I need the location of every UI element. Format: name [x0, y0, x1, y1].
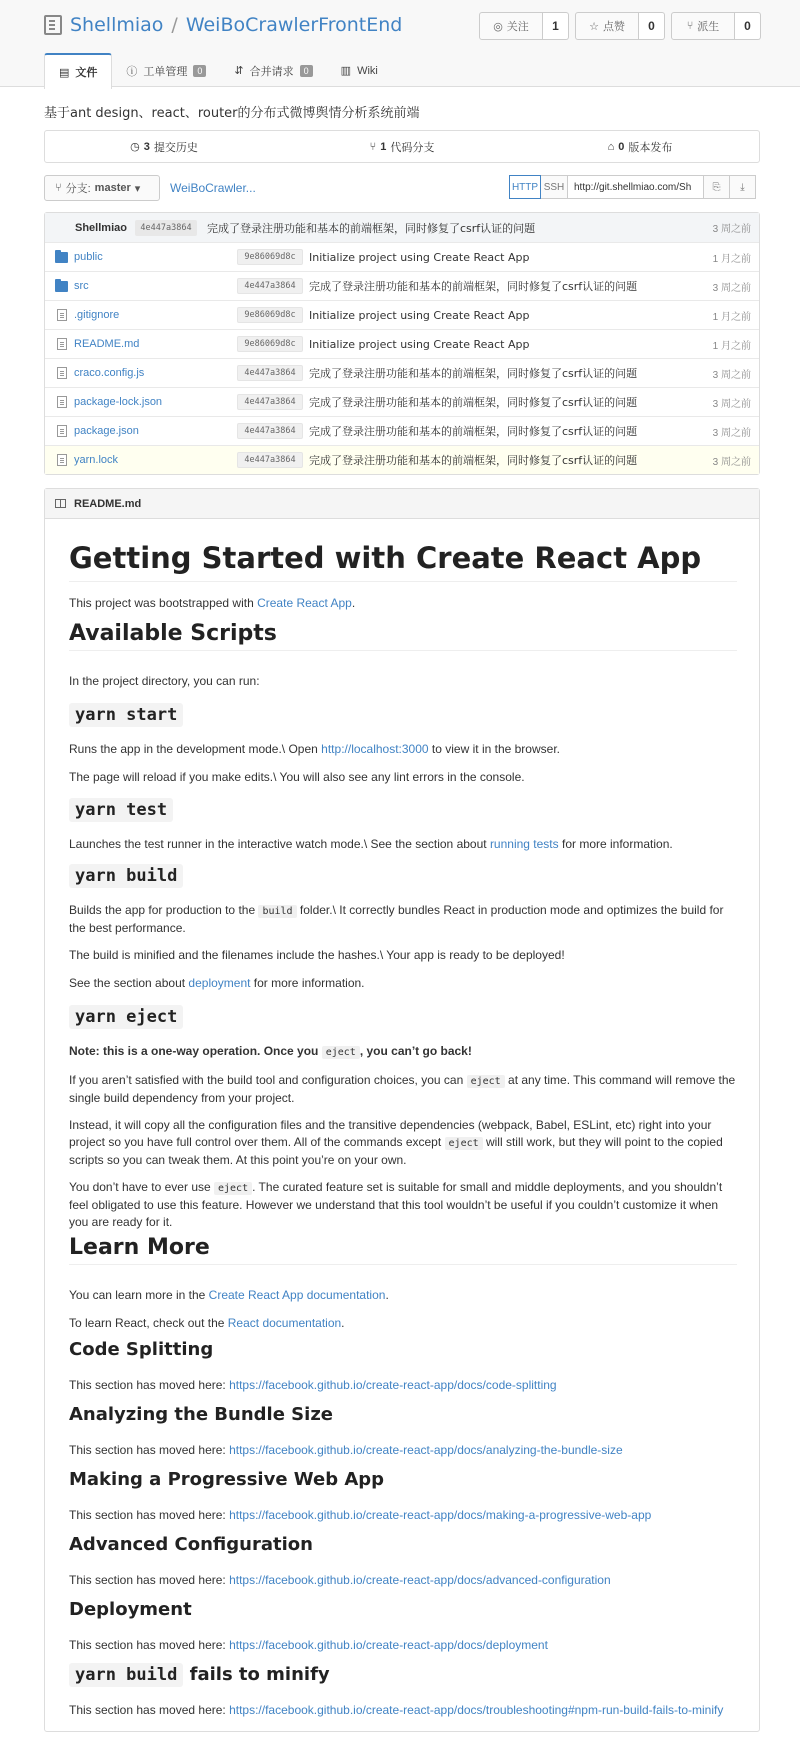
repo-header	[0, 0, 800, 87]
star-button[interactable]: ☆ 点赞	[575, 12, 639, 40]
yarn-start-heading: yarn start	[69, 703, 737, 727]
file-text-icon	[57, 425, 67, 437]
readme-paragraph: You don’t have to ever use eject . The curated feature set is suitable for small and middle deployments, and you shouldn’t feel obligated to use this feature. However we understand that this tool wouldn’t be useful if you couldn’t customize it when you are ready for it.	[69, 1180, 723, 1229]
file-commit-message: 完成了登录注册功能和基本的前端框架，同时修复了csrf认证的问题	[309, 425, 638, 438]
file-link[interactable]: public	[74, 251, 103, 263]
fails-to-minify-heading: yarn build fails to minify	[69, 1663, 737, 1687]
commit-age: 3 周之前	[712, 224, 751, 235]
star-action	[575, 12, 665, 40]
tab-wiki[interactable]: ▥ Wiki	[340, 64, 378, 77]
history-icon: ◷	[130, 141, 140, 153]
tag-icon: ⌂	[607, 140, 615, 153]
releases-stat[interactable]: ⌂ 0 版本发布	[607, 140, 673, 154]
readme-paragraph: Launches the test runner in the interactive watch mode.\ See the section about running tests for more information.	[69, 837, 673, 851]
readme-paragraph: This section has moved here: https://facebook.github.io/create-react-app/docs/code-splitting	[69, 1378, 557, 1392]
bundle-size-heading: Analyzing the Bundle Size	[69, 1404, 333, 1425]
file-commit-sha[interactable]: 4e447a3864	[237, 452, 303, 468]
watch-action	[479, 12, 569, 40]
readme-h1: Getting Started with Create React App	[69, 541, 737, 582]
learn-more-heading: Learn More	[69, 1235, 737, 1265]
file-link[interactable]: package-lock.json	[74, 396, 163, 408]
copy-url-button[interactable]	[703, 175, 730, 199]
file-commit-message: 完成了登录注册功能和基本的前端框架，同时修复了csrf认证的问题	[309, 454, 638, 467]
file-commit-age: 1 月之前	[712, 253, 751, 265]
pulls-count-badge: 0	[300, 65, 313, 77]
file-commit-age: 1 月之前	[712, 340, 751, 352]
readme-header	[45, 489, 759, 519]
issues-count-badge: 0	[193, 65, 206, 77]
clipboard-icon: ⎘	[712, 181, 721, 193]
file-text-icon	[57, 454, 67, 466]
file-commit-age: 3 周之前	[712, 398, 751, 410]
table-row	[45, 329, 759, 358]
file-text-icon	[57, 338, 67, 350]
readme-intro: This project was bootstrapped with Create React App.	[69, 596, 356, 610]
branch-icon: ⑂	[369, 140, 377, 153]
folder-icon	[55, 252, 68, 263]
readme-paragraph: This section has moved here: https://facebook.github.io/create-react-app/docs/troubleshooting#npm-run-build-fails-to-minify	[69, 1703, 724, 1717]
file-text-icon	[57, 396, 67, 408]
clone-url-input[interactable]: http://git.shellmiao.com/Sh	[567, 175, 704, 199]
yarn-eject-heading: yarn eject	[69, 1005, 737, 1029]
download-icon: ⤓	[740, 181, 745, 193]
caret-down-icon: ▾	[134, 182, 141, 195]
file-commit-age: 3 周之前	[712, 456, 751, 468]
clone-box	[510, 175, 756, 199]
branch-selector[interactable]: ⑂ 分支: master ▾	[44, 175, 160, 201]
file-toolbar	[44, 175, 760, 201]
file-commit-sha[interactable]: 9e86069d8c	[237, 249, 303, 265]
readme-paragraph: If you aren’t satisfied with the build tool and configuration choices, you can eject at any time. This command will remove the single build dependency from your project.	[69, 1073, 736, 1105]
branch-icon: ⑂	[55, 182, 62, 194]
file-commit-age: 1 月之前	[712, 311, 751, 323]
pull-request-icon: ⇵	[234, 65, 244, 77]
table-row	[45, 358, 759, 387]
repo-stats	[44, 130, 760, 163]
file-commit-message: Initialize project using Create React App	[309, 337, 530, 351]
advanced-config-link[interactable]: https://facebook.github.io/create-react-app/docs/advanced-configuration	[229, 1573, 611, 1587]
repo-title-separator: /	[171, 14, 178, 36]
cra-docs-link[interactable]: Create React App documentation	[208, 1288, 386, 1302]
inline-code: eject	[214, 1182, 252, 1195]
file-link[interactable]: src	[74, 280, 89, 292]
commit-sha[interactable]: 4e447a3864	[135, 220, 197, 236]
folder-icon	[55, 281, 68, 292]
readme-paragraph: In the project directory, you can run:	[69, 674, 260, 688]
readme-paragraph: The build is minified and the filenames include the hashes.\ Your app is ready to be deployed!	[69, 948, 565, 962]
repo-name-link[interactable]: WeiBoCrawlerFrontEnd	[185, 14, 403, 36]
running-tests-link[interactable]: running tests	[489, 837, 559, 851]
inline-code: eject	[467, 1075, 505, 1088]
file-commit-message: 完成了登录注册功能和基本的前端框架，同时修复了csrf认证的问题	[309, 367, 638, 380]
readme-paragraph: This section has moved here: https://facebook.github.io/create-react-app/docs/deployment	[69, 1638, 548, 1652]
clone-ssh-button[interactable]: SSH	[540, 175, 568, 199]
table-row	[45, 387, 759, 416]
table-row	[45, 416, 759, 445]
file-commit-age: 3 周之前	[712, 427, 751, 439]
cra-link[interactable]: Create React App	[257, 596, 352, 610]
watch-button[interactable]: ◎ 关注	[479, 12, 543, 40]
file-commit-sha[interactable]: 4e447a3864	[237, 394, 303, 410]
repo-description: 基于ant design、react、router的分布式微博舆情分析系统前端	[44, 106, 420, 121]
repo-tabs	[44, 53, 392, 89]
file-commit-sha[interactable]: 9e86069d8c	[237, 336, 303, 352]
tab-files[interactable]: ▤ 文件	[44, 53, 112, 89]
file-commit-age: 3 周之前	[712, 369, 751, 381]
repo-owner-link[interactable]: Shellmiao	[70, 14, 164, 36]
table-row	[45, 242, 759, 271]
readme-paragraph: This section has moved here: https://facebook.github.io/create-react-app/docs/analyzing-the-bundle-size	[69, 1443, 623, 1457]
readme-paragraph: Instead, it will copy all the configuration files and the transitive dependencies (webpack, Babel, ESLint, etc) right into your project so you have full control over them. All of the commands except eject will still work, but they will point to the copied scripts so you can tweak them. At this point you’re on your own.	[69, 1118, 723, 1167]
file-code-icon: ▤	[59, 66, 70, 79]
readme-paragraph: This section has moved here: https://facebook.github.io/create-react-app/docs/advanced-configuration	[69, 1573, 611, 1587]
file-link[interactable]: README.md	[74, 338, 140, 350]
fork-action	[671, 12, 761, 40]
clone-http-button[interactable]: HTTP	[509, 175, 541, 199]
readme-paragraph: You can learn more in the Create React App documentation.	[69, 1288, 389, 1302]
readme-note: Note: this is a one-way operation. Once you eject , you can’t go back!	[69, 1044, 472, 1058]
inline-code: eject	[445, 1137, 483, 1150]
readme-paragraph: Builds the app for production to the build folder.\ It correctly bundles React in production mode and optimizes the build for the best performance.	[69, 903, 724, 935]
fails-to-minify-link[interactable]: https://facebook.github.io/create-react-app/docs/troubleshooting#npm-run-build-fails-to-minify	[229, 1703, 724, 1717]
last-commit-row	[45, 213, 759, 242]
deployment-docs-link[interactable]: https://facebook.github.io/create-react-app/docs/deployment	[229, 1638, 548, 1652]
yarn-build-heading: yarn build	[69, 864, 737, 888]
commit-author[interactable]: Shellmiao	[75, 221, 127, 234]
file-link[interactable]: package.json	[74, 425, 139, 437]
readme-paragraph: To learn React, check out the React documentation.	[69, 1316, 345, 1330]
breadcrumb[interactable]: WeiBoCrawler...	[170, 181, 256, 195]
file-commit-sha[interactable]: 4e447a3864	[237, 278, 303, 294]
fork-count[interactable]: 0	[735, 12, 761, 40]
fork-button[interactable]: ⑂ 派生	[671, 12, 735, 40]
file-commit-message: Initialize project using Create React App	[309, 308, 530, 322]
file-commit-message: Initialize project using Create React App	[309, 250, 530, 264]
commits-stat[interactable]: ◷ 3 提交历史	[130, 140, 198, 154]
deployment-heading: Deployment	[69, 1599, 192, 1620]
yarn-test-heading: yarn test	[69, 798, 737, 822]
pwa-heading: Making a Progressive Web App	[69, 1469, 385, 1490]
table-row	[45, 271, 759, 300]
tab-pull-requests[interactable]: ⇵ 合并请求 0	[220, 53, 326, 88]
inline-code: eject	[322, 1046, 360, 1059]
repo-book-icon	[44, 15, 62, 35]
readme-paragraph: The page will reload if you make edits.\ You will also see any lint errors in the console.	[69, 770, 525, 784]
eye-slash-icon: ◎	[493, 20, 503, 33]
react-docs-link[interactable]: React documentation	[227, 1316, 342, 1330]
code-splitting-link[interactable]: https://facebook.github.io/create-react-app/docs/code-splitting	[229, 1378, 557, 1392]
repo-title	[44, 14, 402, 36]
file-link[interactable]: yarn.lock	[74, 454, 119, 466]
inline-code: build	[258, 905, 296, 918]
file-commit-message: 完成了登录注册功能和基本的前端框架，同时修复了csrf认证的问题	[309, 396, 638, 409]
fork-icon: ⑂	[686, 20, 694, 32]
issue-icon: ⓘ	[126, 65, 138, 78]
file-commit-age: 3 周之前	[712, 282, 751, 294]
code-splitting-heading: Code Splitting	[69, 1339, 214, 1360]
file-link[interactable]: craco.config.js	[74, 367, 145, 379]
book-icon	[55, 499, 66, 508]
watch-count[interactable]: 1	[543, 12, 569, 40]
deployment-link[interactable]: deployment	[188, 976, 251, 990]
pwa-link[interactable]: https://facebook.github.io/create-react-app/docs/making-a-progressive-web-app	[229, 1508, 652, 1522]
file-table	[44, 212, 760, 475]
available-scripts-heading: Available Scripts	[69, 621, 737, 651]
star-count[interactable]: 0	[639, 12, 665, 40]
table-row	[45, 300, 759, 329]
localhost-link[interactable]: http://localhost:3000	[321, 742, 429, 756]
book-icon: ▥	[340, 65, 352, 77]
download-button[interactable]	[729, 175, 756, 199]
readme-filename: README.md	[74, 497, 142, 510]
tab-issues[interactable]: ⓘ 工单管理 0	[112, 53, 220, 88]
file-commit-message: 完成了登录注册功能和基本的前端框架，同时修复了csrf认证的问题	[309, 280, 638, 293]
file-text-icon	[57, 309, 67, 321]
bundle-size-link[interactable]: https://facebook.github.io/create-react-app/docs/analyzing-the-bundle-size	[229, 1443, 623, 1457]
table-row	[45, 445, 759, 474]
readme-paragraph: Runs the app in the development mode.\ Open http://localhost:3000 to view it in the browser.	[69, 742, 560, 756]
readme-paragraph: See the section about deployment for more information.	[69, 976, 365, 990]
readme-paragraph: This section has moved here: https://facebook.github.io/create-react-app/docs/making-a-progressive-web-app	[69, 1508, 652, 1522]
file-commit-sha[interactable]: 4e447a3864	[237, 365, 303, 381]
advanced-config-heading: Advanced Configuration	[69, 1534, 313, 1555]
commit-message: 完成了登录注册功能和基本的前端框架，同时修复了csrf认证的问题	[207, 221, 536, 235]
file-link[interactable]: .gitignore	[74, 309, 120, 321]
file-commit-sha[interactable]: 9e86069d8c	[237, 307, 303, 323]
branches-stat[interactable]: ⑂ 1 代码分支	[369, 140, 435, 154]
file-commit-sha[interactable]: 4e447a3864	[237, 423, 303, 439]
star-icon: ☆	[589, 20, 599, 33]
file-text-icon	[57, 367, 67, 379]
readme-panel	[44, 488, 760, 1732]
